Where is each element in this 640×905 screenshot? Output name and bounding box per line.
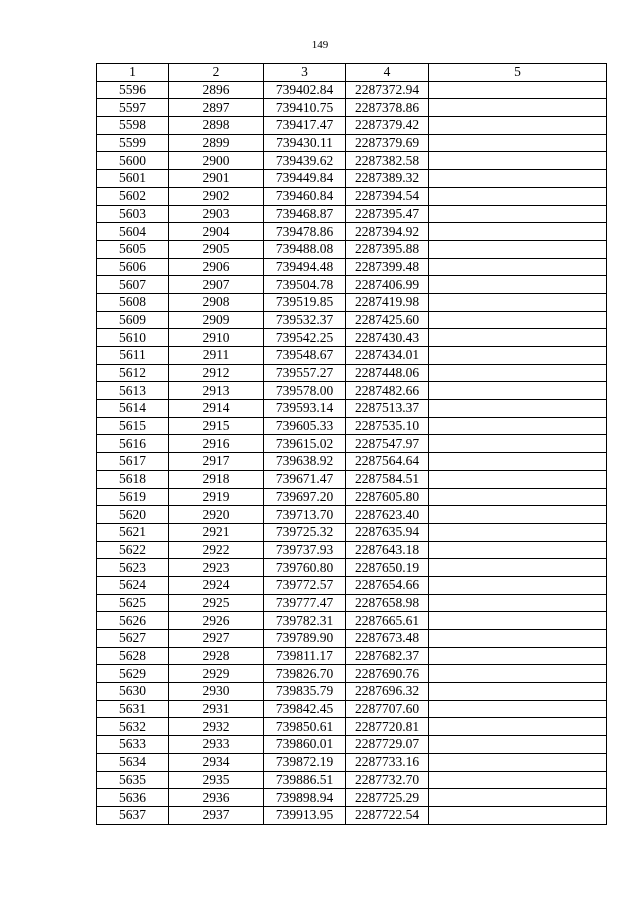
table-cell: 5636 bbox=[97, 789, 169, 807]
table-row bbox=[97, 576, 607, 594]
table-cell bbox=[429, 753, 607, 771]
table-cell: 2287650.19 bbox=[346, 559, 429, 577]
table-cell: 2915 bbox=[169, 417, 264, 435]
table-row bbox=[97, 117, 607, 135]
table-cell: 739532.37 bbox=[264, 311, 346, 329]
table-cell: 2287482.66 bbox=[346, 382, 429, 400]
table-row bbox=[97, 187, 607, 205]
table-cell: 5603 bbox=[97, 205, 169, 223]
table-cell: 739772.57 bbox=[264, 576, 346, 594]
table-cell: 5620 bbox=[97, 506, 169, 524]
table-cell bbox=[429, 435, 607, 453]
table-cell: 5623 bbox=[97, 559, 169, 577]
table-cell: 5609 bbox=[97, 311, 169, 329]
table-cell: 2926 bbox=[169, 612, 264, 630]
table-cell: 5632 bbox=[97, 718, 169, 736]
table-cell: 2936 bbox=[169, 789, 264, 807]
table-cell bbox=[429, 594, 607, 612]
table-row bbox=[97, 276, 607, 294]
table-row bbox=[97, 240, 607, 258]
table-cell: 5605 bbox=[97, 240, 169, 258]
table-cell: 5608 bbox=[97, 293, 169, 311]
table-cell: 2287707.60 bbox=[346, 700, 429, 718]
table-cell: 2287419.98 bbox=[346, 293, 429, 311]
table-cell: 5618 bbox=[97, 470, 169, 488]
table-row bbox=[97, 152, 607, 170]
table-cell: 5627 bbox=[97, 630, 169, 648]
table-row bbox=[97, 541, 607, 559]
table-cell: 2932 bbox=[169, 718, 264, 736]
table-cell bbox=[429, 276, 607, 294]
table-cell: 2287682.37 bbox=[346, 647, 429, 665]
table-cell bbox=[429, 665, 607, 683]
table-cell: 2287430.43 bbox=[346, 329, 429, 347]
table-cell: 5633 bbox=[97, 736, 169, 754]
table-cell: 2287378.86 bbox=[346, 99, 429, 117]
table-cell bbox=[429, 453, 607, 471]
table-cell: 739842.45 bbox=[264, 700, 346, 718]
table-cell bbox=[429, 630, 607, 648]
table-row bbox=[97, 258, 607, 276]
table-cell: 2897 bbox=[169, 99, 264, 117]
table-cell: 2287673.48 bbox=[346, 630, 429, 648]
table-row bbox=[97, 364, 607, 382]
table-cell: 5601 bbox=[97, 170, 169, 188]
table-cell: 2904 bbox=[169, 223, 264, 241]
table-cell: 5630 bbox=[97, 683, 169, 701]
table-cell: 5617 bbox=[97, 453, 169, 471]
table-cell: 5631 bbox=[97, 700, 169, 718]
table-cell bbox=[429, 329, 607, 347]
table-cell: 2903 bbox=[169, 205, 264, 223]
table-cell: 2921 bbox=[169, 523, 264, 541]
table-cell: 2924 bbox=[169, 576, 264, 594]
table-cell: 739777.47 bbox=[264, 594, 346, 612]
table-row bbox=[97, 81, 607, 99]
table-cell: 5619 bbox=[97, 488, 169, 506]
table-cell: 739811.17 bbox=[264, 647, 346, 665]
table-cell bbox=[429, 683, 607, 701]
table-cell: 2934 bbox=[169, 753, 264, 771]
table-cell bbox=[429, 187, 607, 205]
table-cell: 2287643.18 bbox=[346, 541, 429, 559]
table-cell: 2287696.32 bbox=[346, 683, 429, 701]
table-cell: 5596 bbox=[97, 81, 169, 99]
table-cell: 2287394.92 bbox=[346, 223, 429, 241]
column-header: 1 bbox=[97, 64, 169, 82]
table-cell: 5615 bbox=[97, 417, 169, 435]
table-cell: 2287623.40 bbox=[346, 506, 429, 524]
table-cell: 2901 bbox=[169, 170, 264, 188]
table-cell: 5614 bbox=[97, 400, 169, 418]
table-cell: 2905 bbox=[169, 240, 264, 258]
table-row bbox=[97, 506, 607, 524]
table-cell: 2912 bbox=[169, 364, 264, 382]
table-cell: 2914 bbox=[169, 400, 264, 418]
table-cell bbox=[429, 736, 607, 754]
table-cell: 2920 bbox=[169, 506, 264, 524]
table-body bbox=[97, 81, 607, 824]
table-cell bbox=[429, 789, 607, 807]
table-cell: 739886.51 bbox=[264, 771, 346, 789]
table-row bbox=[97, 311, 607, 329]
table-cell: 2899 bbox=[169, 134, 264, 152]
table-cell: 2935 bbox=[169, 771, 264, 789]
table-row bbox=[97, 205, 607, 223]
table-cell: 5629 bbox=[97, 665, 169, 683]
table-cell: 2917 bbox=[169, 453, 264, 471]
table-cell: 2909 bbox=[169, 311, 264, 329]
table-cell: 739898.94 bbox=[264, 789, 346, 807]
table-cell bbox=[429, 347, 607, 365]
table-row bbox=[97, 417, 607, 435]
table-cell bbox=[429, 170, 607, 188]
column-header: 3 bbox=[264, 64, 346, 82]
table-cell: 5621 bbox=[97, 523, 169, 541]
table-cell: 739519.85 bbox=[264, 293, 346, 311]
table-cell bbox=[429, 205, 607, 223]
table-cell: 5612 bbox=[97, 364, 169, 382]
table-cell: 739494.48 bbox=[264, 258, 346, 276]
table-cell: 2287382.58 bbox=[346, 152, 429, 170]
column-header: 4 bbox=[346, 64, 429, 82]
table-cell: 739713.70 bbox=[264, 506, 346, 524]
table-cell: 2287425.60 bbox=[346, 311, 429, 329]
table-cell: 739410.75 bbox=[264, 99, 346, 117]
table-cell: 5635 bbox=[97, 771, 169, 789]
table-row bbox=[97, 523, 607, 541]
table-cell: 5607 bbox=[97, 276, 169, 294]
table-cell: 739430.11 bbox=[264, 134, 346, 152]
column-header: 5 bbox=[429, 64, 607, 82]
table-cell bbox=[429, 806, 607, 824]
table-cell: 2918 bbox=[169, 470, 264, 488]
table-cell bbox=[429, 718, 607, 736]
table-cell bbox=[429, 647, 607, 665]
table-cell: 5611 bbox=[97, 347, 169, 365]
table-row bbox=[97, 612, 607, 630]
table-cell bbox=[429, 117, 607, 135]
table-cell: 5624 bbox=[97, 576, 169, 594]
table-cell: 2919 bbox=[169, 488, 264, 506]
table-cell bbox=[429, 771, 607, 789]
table-cell: 2896 bbox=[169, 81, 264, 99]
table-cell: 5628 bbox=[97, 647, 169, 665]
table-cell: 739860.01 bbox=[264, 736, 346, 754]
table-row bbox=[97, 683, 607, 701]
table-cell: 2287722.54 bbox=[346, 806, 429, 824]
table-row bbox=[97, 470, 607, 488]
table-cell: 5616 bbox=[97, 435, 169, 453]
page-number: 149 bbox=[311, 39, 329, 51]
table-cell: 5597 bbox=[97, 99, 169, 117]
table-cell: 2287448.06 bbox=[346, 364, 429, 382]
table-cell: 739605.33 bbox=[264, 417, 346, 435]
table-cell bbox=[429, 223, 607, 241]
table-cell: 5625 bbox=[97, 594, 169, 612]
table-cell bbox=[429, 541, 607, 559]
table-cell: 2287547.97 bbox=[346, 435, 429, 453]
table-cell: 739615.02 bbox=[264, 435, 346, 453]
table-cell: 5604 bbox=[97, 223, 169, 241]
table-cell: 2287389.32 bbox=[346, 170, 429, 188]
table-cell: 5610 bbox=[97, 329, 169, 347]
table-cell: 739402.84 bbox=[264, 81, 346, 99]
table-row bbox=[97, 753, 607, 771]
table-cell bbox=[429, 311, 607, 329]
table-cell: 739439.62 bbox=[264, 152, 346, 170]
table-cell bbox=[429, 364, 607, 382]
table-row bbox=[97, 806, 607, 824]
table-cell: 739557.27 bbox=[264, 364, 346, 382]
table-cell: 2930 bbox=[169, 683, 264, 701]
table-cell: 2287434.01 bbox=[346, 347, 429, 365]
table-row bbox=[97, 559, 607, 577]
table-cell: 2931 bbox=[169, 700, 264, 718]
table-cell bbox=[429, 152, 607, 170]
table-cell: 2287720.81 bbox=[346, 718, 429, 736]
table-row bbox=[97, 594, 607, 612]
table-cell: 2287654.66 bbox=[346, 576, 429, 594]
table-cell: 739850.61 bbox=[264, 718, 346, 736]
table-cell bbox=[429, 382, 607, 400]
table-cell: 2898 bbox=[169, 117, 264, 135]
table-cell: 739638.92 bbox=[264, 453, 346, 471]
table-row bbox=[97, 789, 607, 807]
table-cell: 739542.25 bbox=[264, 329, 346, 347]
table-cell: 2900 bbox=[169, 152, 264, 170]
table-cell: 2911 bbox=[169, 347, 264, 365]
table-row bbox=[97, 435, 607, 453]
table-row bbox=[97, 700, 607, 718]
table-cell: 2287564.64 bbox=[346, 453, 429, 471]
table-cell: 739760.80 bbox=[264, 559, 346, 577]
table-cell: 5606 bbox=[97, 258, 169, 276]
table-cell: 2287665.61 bbox=[346, 612, 429, 630]
table-cell bbox=[429, 488, 607, 506]
table-row bbox=[97, 382, 607, 400]
table-row bbox=[97, 665, 607, 683]
table-cell: 739417.47 bbox=[264, 117, 346, 135]
table-row bbox=[97, 771, 607, 789]
table-cell: 2287732.70 bbox=[346, 771, 429, 789]
table-cell: 2927 bbox=[169, 630, 264, 648]
table-cell: 739488.08 bbox=[264, 240, 346, 258]
table-row bbox=[97, 647, 607, 665]
table-cell: 2287535.10 bbox=[346, 417, 429, 435]
table-cell bbox=[429, 134, 607, 152]
table-cell bbox=[429, 400, 607, 418]
table-cell: 739593.14 bbox=[264, 400, 346, 418]
table-cell bbox=[429, 417, 607, 435]
table-cell: 739578.00 bbox=[264, 382, 346, 400]
table-cell: 2925 bbox=[169, 594, 264, 612]
table-cell: 2287513.37 bbox=[346, 400, 429, 418]
table-cell: 2906 bbox=[169, 258, 264, 276]
table-cell bbox=[429, 700, 607, 718]
table-cell: 739468.87 bbox=[264, 205, 346, 223]
table-cell: 739725.32 bbox=[264, 523, 346, 541]
table-cell: 2287395.88 bbox=[346, 240, 429, 258]
table-cell: 2287584.51 bbox=[346, 470, 429, 488]
table-cell: 2287399.48 bbox=[346, 258, 429, 276]
table-cell: 2287372.94 bbox=[346, 81, 429, 99]
table-cell: 5622 bbox=[97, 541, 169, 559]
table-cell: 739504.78 bbox=[264, 276, 346, 294]
table-cell: 2913 bbox=[169, 382, 264, 400]
table-cell: 739671.47 bbox=[264, 470, 346, 488]
table-cell bbox=[429, 81, 607, 99]
table-cell: 5598 bbox=[97, 117, 169, 135]
table-cell: 2287725.29 bbox=[346, 789, 429, 807]
table-cell bbox=[429, 523, 607, 541]
table-cell: 739548.67 bbox=[264, 347, 346, 365]
table-cell: 2910 bbox=[169, 329, 264, 347]
table-cell bbox=[429, 240, 607, 258]
table-cell: 2287379.42 bbox=[346, 117, 429, 135]
table-cell: 5626 bbox=[97, 612, 169, 630]
table-cell bbox=[429, 258, 607, 276]
table-cell: 2916 bbox=[169, 435, 264, 453]
table-cell: 2922 bbox=[169, 541, 264, 559]
table-cell bbox=[429, 612, 607, 630]
table-cell: 2287395.47 bbox=[346, 205, 429, 223]
table-cell bbox=[429, 470, 607, 488]
table-cell: 2933 bbox=[169, 736, 264, 754]
table-cell: 739913.95 bbox=[264, 806, 346, 824]
table-row bbox=[97, 718, 607, 736]
table-cell: 739826.70 bbox=[264, 665, 346, 683]
table-cell: 5600 bbox=[97, 152, 169, 170]
table-cell bbox=[429, 576, 607, 594]
table-cell: 2902 bbox=[169, 187, 264, 205]
table-cell: 2287635.94 bbox=[346, 523, 429, 541]
table-cell bbox=[429, 559, 607, 577]
table-cell bbox=[429, 99, 607, 117]
table-row bbox=[97, 347, 607, 365]
table-cell: 739737.93 bbox=[264, 541, 346, 559]
table-row bbox=[97, 170, 607, 188]
table-cell: 2287406.99 bbox=[346, 276, 429, 294]
table-row bbox=[97, 736, 607, 754]
table-cell bbox=[429, 293, 607, 311]
table-row bbox=[97, 99, 607, 117]
table-cell: 739697.20 bbox=[264, 488, 346, 506]
table-row bbox=[97, 329, 607, 347]
table-row bbox=[97, 453, 607, 471]
table-cell: 2287690.76 bbox=[346, 665, 429, 683]
table-cell: 739782.31 bbox=[264, 612, 346, 630]
table-cell: 5613 bbox=[97, 382, 169, 400]
table-header-row bbox=[97, 64, 607, 82]
table-row bbox=[97, 488, 607, 506]
coordinates-table bbox=[96, 63, 607, 825]
table-cell: 2287605.80 bbox=[346, 488, 429, 506]
column-header: 2 bbox=[169, 64, 264, 82]
table-cell: 2287658.98 bbox=[346, 594, 429, 612]
table-cell: 2908 bbox=[169, 293, 264, 311]
table-cell: 2287394.54 bbox=[346, 187, 429, 205]
table-cell: 2287733.16 bbox=[346, 753, 429, 771]
table-cell: 5637 bbox=[97, 806, 169, 824]
table-cell: 5602 bbox=[97, 187, 169, 205]
table-cell: 2928 bbox=[169, 647, 264, 665]
table-cell: 2287379.69 bbox=[346, 134, 429, 152]
table-cell: 739789.90 bbox=[264, 630, 346, 648]
table-cell: 739460.84 bbox=[264, 187, 346, 205]
table-cell: 2923 bbox=[169, 559, 264, 577]
table-cell: 739835.79 bbox=[264, 683, 346, 701]
table-cell: 2937 bbox=[169, 806, 264, 824]
table-row bbox=[97, 134, 607, 152]
table-cell: 2287729.07 bbox=[346, 736, 429, 754]
table-row bbox=[97, 223, 607, 241]
table-row bbox=[97, 293, 607, 311]
table-cell: 739449.84 bbox=[264, 170, 346, 188]
table-cell: 5634 bbox=[97, 753, 169, 771]
table-cell: 5599 bbox=[97, 134, 169, 152]
table-cell: 2907 bbox=[169, 276, 264, 294]
table-cell: 2929 bbox=[169, 665, 264, 683]
table-cell bbox=[429, 506, 607, 524]
table-row bbox=[97, 630, 607, 648]
table-row bbox=[97, 400, 607, 418]
table-cell: 739478.86 bbox=[264, 223, 346, 241]
table-cell: 739872.19 bbox=[264, 753, 346, 771]
